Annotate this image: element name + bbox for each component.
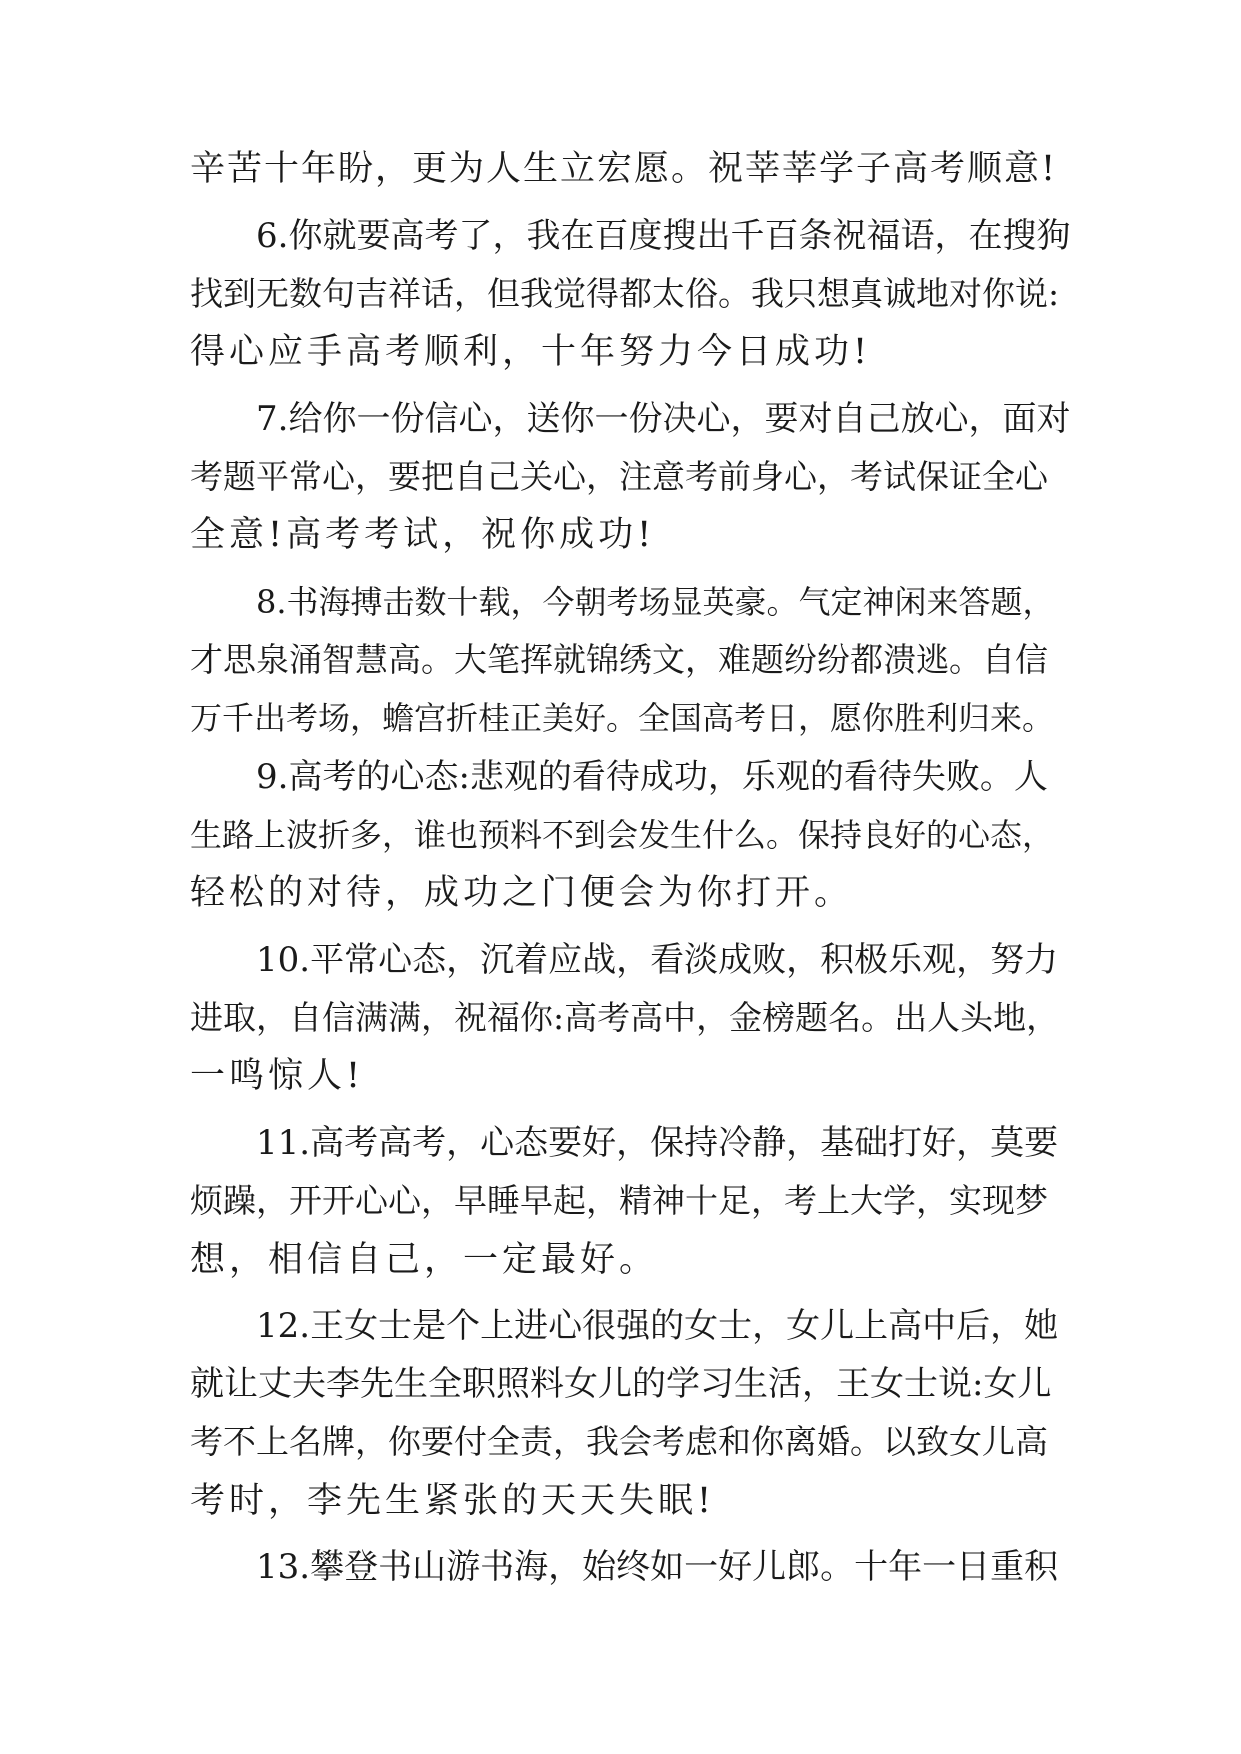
paragraph-6-first-line: 6.你就要高考了，我在百度搜出千百条祝福语，在搜狗 — [256, 216, 1071, 256]
paragraph-10-first-line: 10.平常心态，沉着应战，看淡成败，积极乐观，努力 — [256, 940, 1059, 980]
text-line: 考不上名牌，你要付全责，我会考虑和你离婚。以致女儿高 — [190, 1422, 1048, 1461]
text-line: 想，相信自己，一定最好。 — [190, 1240, 659, 1280]
paragraph-7-first-line: 7.给你一份信心，送你一份决心，要对自己放心，面对 — [256, 399, 1071, 439]
text-line: 考时，李先生紧张的天天失眠! — [190, 1481, 716, 1521]
paragraph-11-first-line: 11.高考高考，心态要好，保持冷静，基础打好，莫要 — [256, 1123, 1059, 1163]
text-line: 就让丈夫李先生全职照料女儿的学习生活，王女士说:女儿 — [190, 1364, 1052, 1404]
text-line: 生路上波折多，谁也预料不到会发生什么。保持良好的心态， — [190, 816, 1055, 854]
text-line: 烦躁，开开心心，早睡早起，精神十足，考上大学，实现梦 — [190, 1181, 1048, 1220]
paragraph-9-first-line: 9.高考的心态:悲观的看待成功，乐观的看待失败。人 — [256, 757, 1048, 797]
text-line: 轻松的对待，成功之门便会为你打开。 — [190, 873, 854, 913]
paragraph-13-first-line: 13.攀登书山游书海，始终如一好儿郎。十年一日重积 — [256, 1547, 1059, 1587]
text-line: 一鸣惊人! — [190, 1056, 365, 1096]
text-line: 辛苦十年盼，更为人生立宏愿。祝莘莘学子高考顺意! — [190, 149, 1058, 189]
paragraph-8-first-line: 8.书海搏击数十载，今朝考场显英豪。气定神闲来答题， — [256, 583, 1055, 621]
text-line: 考题平常心，要把自己关心，注意考前身心，考试保证全心 — [190, 457, 1048, 496]
text-line: 万千出考场，蟾宫折桂正美好。全国高考日，愿你胜利归来。 — [190, 699, 1055, 737]
text-line: 找到无数句吉祥话，但我觉得都太俗。我只想真诚地对你说: — [190, 274, 1060, 313]
text-line: 才思泉涌智慧高。大笔挥就锦绣文，难题纷纷都溃逃。自信 — [190, 640, 1048, 679]
text-line: 全意!高考考试，祝你成功! — [190, 515, 656, 555]
text-line: 进取，自信满满，祝福你:高考高中，金榜题名。出人头地， — [190, 998, 1060, 1037]
text-line: 得心应手高考顺利，十年努力今日成功! — [190, 332, 872, 372]
paragraph-12-first-line: 12.王女士是个上进心很强的女士，女儿上高中后，她 — [256, 1306, 1059, 1346]
